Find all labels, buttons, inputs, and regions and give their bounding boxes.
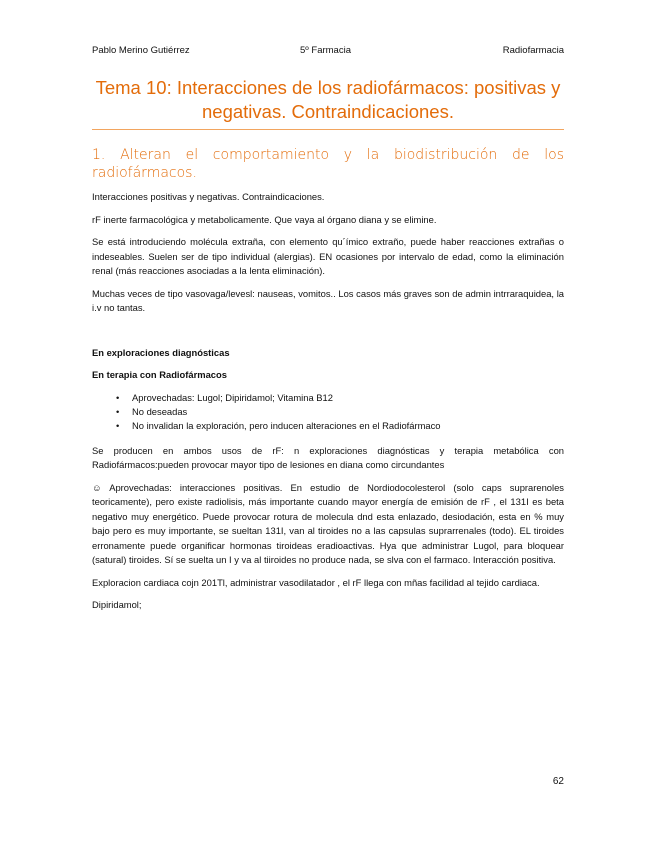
paragraph-dipyridamole: Dipiridamol; [92, 599, 142, 610]
header-author: Pablo Merino Gutiérrez [92, 45, 190, 56]
paragraph-vasovagal: Muchas veces de tipo vasovaga/levesl: nauseas, vomitos.. Los casos más graves son de admin intrraraquidea, la i.v no tantas. [92, 287, 564, 313]
subheading-explorations: En exploraciones diagnósticas [92, 346, 230, 358]
section-heading: 1. Alteran el comportamiento y la biodistribución de los radiofármacos. [92, 147, 564, 181]
list-item: • Aprovechadas: Lugol; Dipiridamol; Vitamina B12 [132, 391, 564, 405]
document-body [92, 190, 564, 621]
title-underline [92, 129, 564, 130]
page-number: 62 [552, 776, 564, 787]
header-course: 5º Farmacia [300, 45, 351, 56]
list-item: • No invalidan la exploración, pero inducen alteraciones en el Radiofármaco [132, 419, 564, 433]
page-header [92, 45, 564, 61]
spacer [92, 324, 564, 346]
interaction-types-list [92, 391, 564, 433]
paragraph-cardiac-exploration: Exploracion cardiaca cojn 201Tl, administrar vasodilatador , el rF llega con mñas facilidad al tejido cardiaca. [92, 576, 540, 588]
list-item: • No deseadas [132, 405, 564, 419]
paragraph-intro: Interacciones positivas y negativas. Contraindicaciones. [92, 191, 325, 202]
paragraph-both-uses: Se producen en ambos usos de rF: n exploraciones diagnósticas y terapia metabólica con Radiofármacos:pueden provocar mayor tipo de lesiones en diana como circundantes [92, 444, 564, 470]
subheading-therapy: En terapia con Radiofármacos [92, 369, 227, 380]
paragraph-positive-interactions: ☺ Aprovechadas: interacciones positivas. En estudio de Nordiodocolesterol (solo caps suprarenoles teoricamente), pero existe radiolisis, más importante cuando mayor energía de emisión de rF , el 131I es beta negativo muy energético. Puede provocar rotura de molecula dnd esta enlazado, desiodación, esta en % muy bajo pero es muy importante, se sueltan 131I, van al tiroides no a las capsulas suprarrenales (todo). EL tiroides erronamente puede organificar hormonas tiroideas eradioactivas. Hya que administrar Lugol, para bloquear (satural) tiroides. Sí se suelta un I y va al tiiroides no produce nada, se slva con el farmaco. Interacción positiva. [92, 481, 564, 565]
document-title: Tema 10: Interacciones de los radiofármacos: positivas y negativas. Contraindicaciones. [95, 77, 561, 122]
paragraph-inert: rF inerte farmacológica y metabolicamente. Que vaya al órgano diana y se elimine. [92, 213, 437, 225]
header-subject: Radiofarmacia [502, 45, 564, 56]
paragraph-foreign-molecule: Se está introduciendo molécula extraña, con elemento qu´ímico extraño, puede haber reacciones extrañas o indeseables. Suelen ser de tipo individual (alergias). EN ocasiones por intervalo de edad, como la eliminación renal (más reacciones asociadas a la lenta eliminación). [92, 236, 564, 276]
